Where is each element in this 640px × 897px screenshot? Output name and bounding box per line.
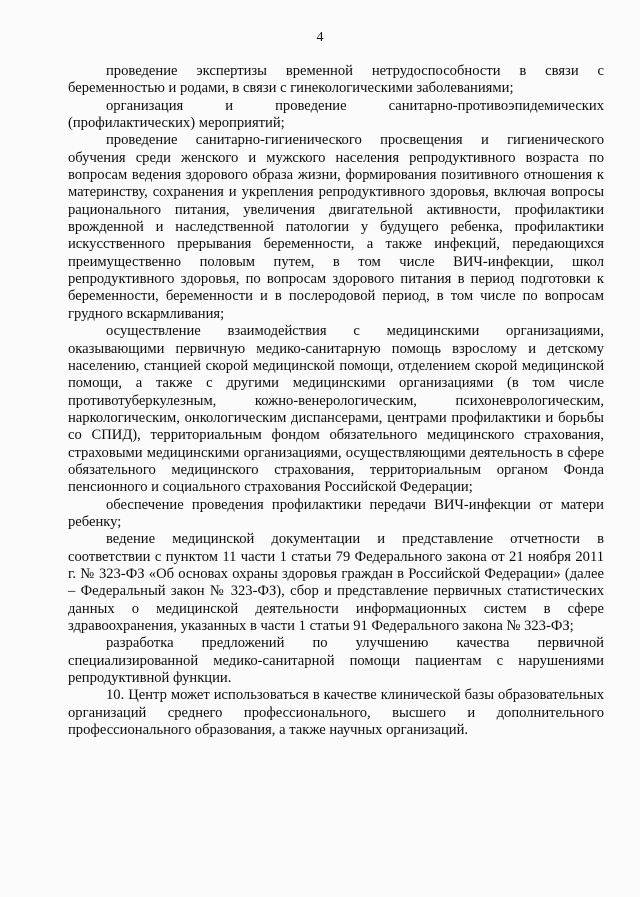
paragraph-documentation-reporting: ведение медицинской документации и представление отчетности в соответствии с пунктом 11 части 1 статьи 79 Федерального закона от 21 ноября 2011 г. № 323-ФЗ «Об основах охраны здоровья граждан в Российской Федерации» (далее – Федеральный закон № 323-ФЗ), сбор и представление первичных статистических данных о медицинской деятельности информационных систем в сфере здравоохранения, указанных в части 1 статьи 91 Федерального закона № 323-ФЗ; [68, 531, 604, 634]
paragraph-temporary-disability-expertise: проведение экспертизы временной нетрудоспособности в связи с беременностью и родами, в связи с гинекологическими заболеваниями; [68, 63, 604, 97]
page-number: 4 [316, 30, 324, 45]
document-body [68, 63, 604, 739]
paragraph-clinical-base: 10. Центр может использоваться в качестве клинической базы образовательных организаций среднего профессионального, высшего и дополнительного профессионального образования, а также научных организаций. [68, 687, 604, 739]
paragraph-interaction-with-organizations: осуществление взаимодействия с медицинскими организациями, оказывающими первичную медико-санитарную помощь взрослому и детскому населению, станцией скорой медицинской помощи, отделением скорой медицинской помощи, а также с другими медицинскими организациями (в том числе противотуберкулезным, кожно-венерологическим, психоневрологическим, наркологическим, онкологическим диспансерами, центрами профилактики и борьбы со СПИД), территориальным фондом обязательного медицинского страхования, страховыми медицинскими организациями, осуществляющими деятельность в сфере обязательного медицинского страхования, территориальным органом Фонда пенсионного и социального страхования Российской Федерации; [68, 323, 604, 496]
paragraph-proposals-development: разработка предложений по улучшению качества первичной специализированной медико-санитарной помощи пациентам с нарушениями репродуктивной функции. [68, 635, 604, 687]
paragraph-hygienic-education: проведение санитарно-гигиенического просвещения и гигиенического обучения среди женского и мужского населения репродуктивного возраста по вопросам ведения здорового образа жизни, формирования позитивного отношения к материнству, сохранения и укрепления репродуктивного здоровья, включая вопросы рационального питания, увеличения двигательной активности, профилактики врожденной и наследственной патологии у будущего ребенка, профилактики искусственного прерывания беременности, а также инфекций, передающихся преимущественно половым путем, в том числе ВИЧ-инфекции, школ репродуктивного здоровья, по вопросам здорового питания в период подготовки к беременности, беременности и в послеродовой период, в том числе по вопросам грудного вскармливания; [68, 132, 604, 322]
paragraph-hiv-prevention: обеспечение проведения профилактики передачи ВИЧ-инфекции от матери ребенку; [68, 496, 604, 530]
paragraph-sanitary-measures: организация и проведение санитарно-противоэпидемических (профилактических) мероприятий; [68, 97, 604, 132]
